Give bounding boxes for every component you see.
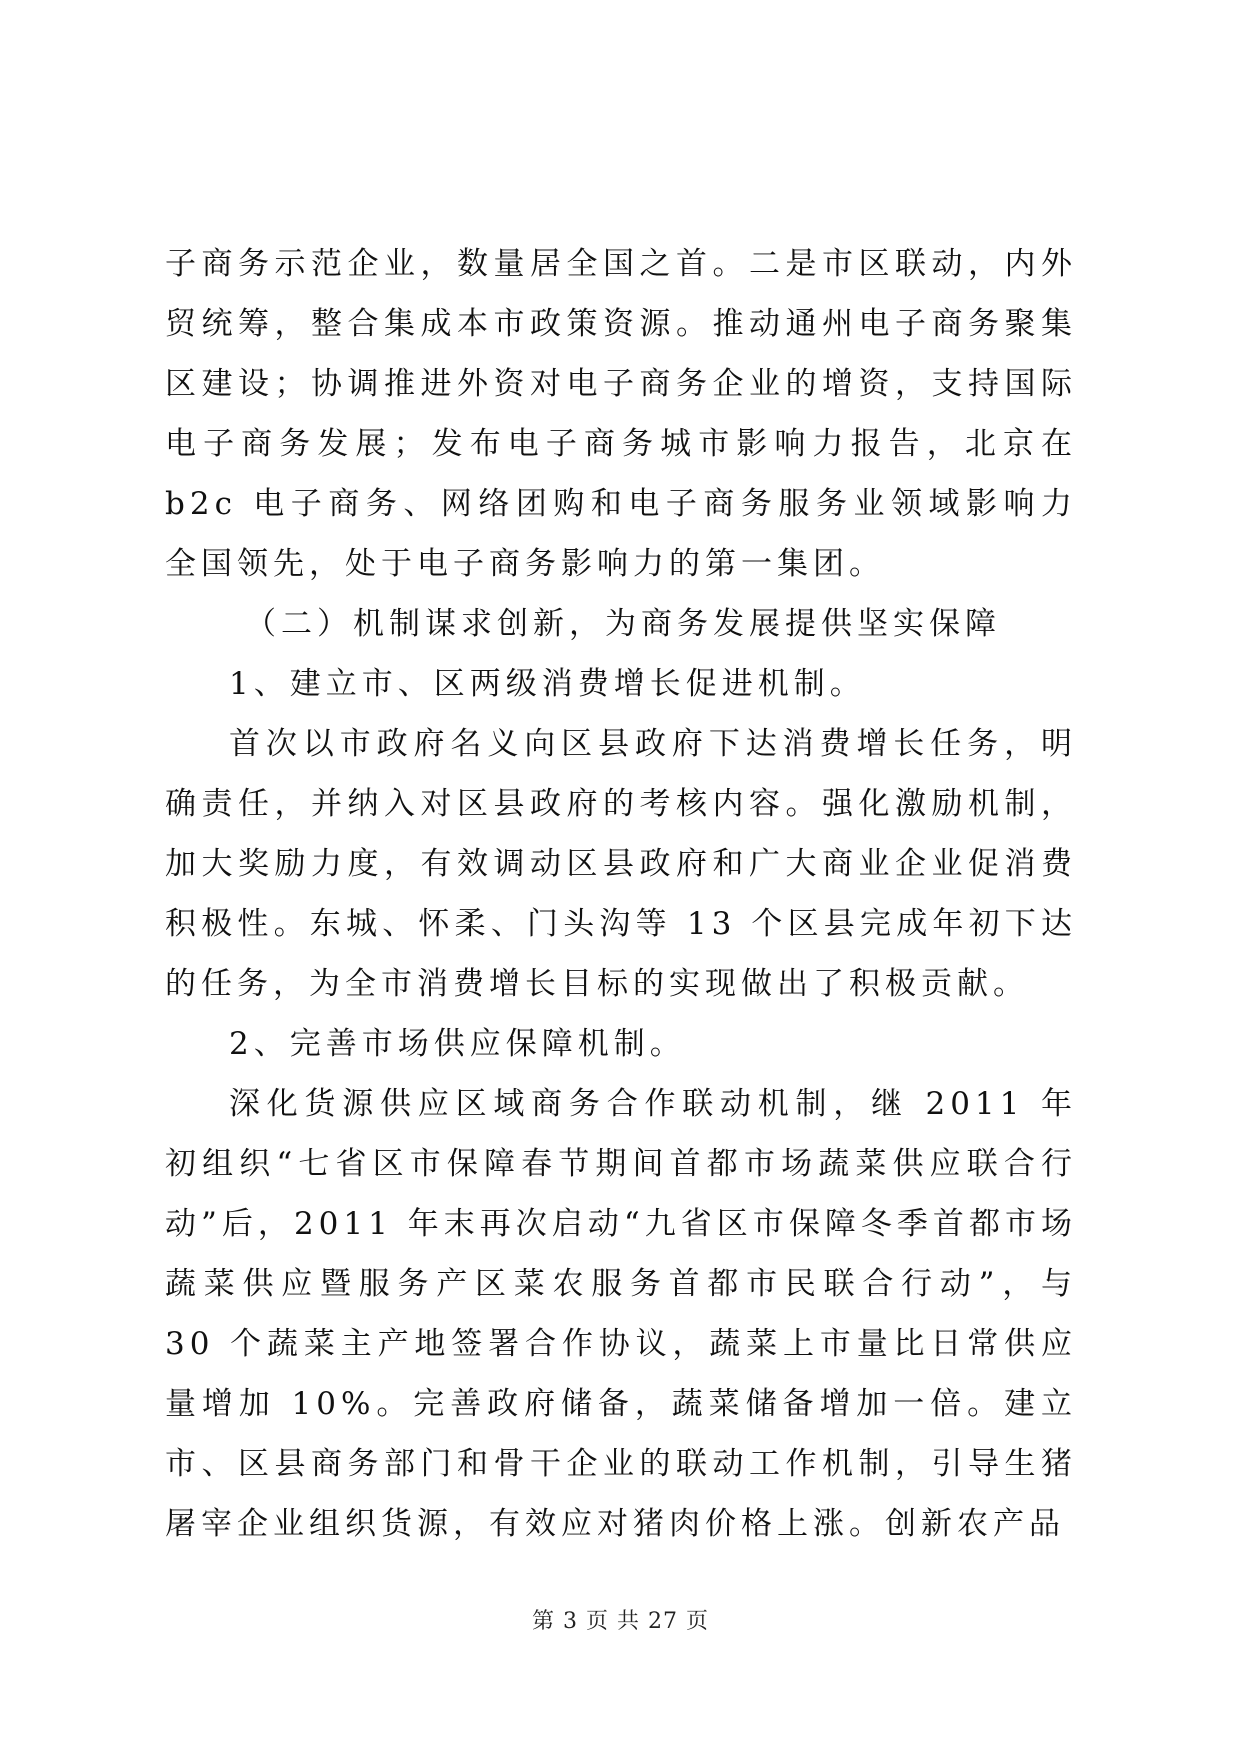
paragraph-supply: 深化货源供应区域商务合作联动机制，继 2011 年初组织“七省区市保障春节期间首都市场蔬菜供应联合行动”后，2011 年末再次启动“九省区市保障冬季首都市场蔬菜供应暨服务产区菜农服务首都市民联合行动”，与 30 个蔬菜主产地签署合作协议，蔬菜上市量比日常供应量增加 10%。完善政府储备，蔬菜储备增加一倍。建立市、区县商务部门和骨干企业的联动工作机制，引导生猪屠宰企业组织货源，有效应对猪肉价格上涨。创新农产品	[165, 1086, 1077, 1542]
section-heading: （二）机制谋求创新，为商务发展提供坚实保障	[245, 606, 1001, 642]
page-footer: 第 3 页 共 27 页	[532, 1609, 709, 1634]
subsection-heading-2: 2、完善市场供应保障机制。	[229, 1026, 686, 1062]
paragraph-consumption: 首次以市政府名义向区县政府下达消费增长任务，明确责任，并纳入对区县政府的考核内容。强化激励机制，加大奖励力度，有效调动区县政府和广大商业企业促消费积极性。东城、怀柔、门头沟等 13 个区县完成年初下达的任务，为全市消费增长目标的实现做出了积极贡献。	[165, 726, 1077, 1002]
subsection-heading-1: 1、建立市、区两级消费增长促进机制。	[229, 666, 866, 702]
document-body	[165, 234, 1077, 1554]
paragraph-continuation: 子商务示范企业，数量居全国之首。二是市区联动，内外贸统筹，整合集成本市政策资源。推动通州电子商务聚集区建设；协调推进外资对电子商务企业的增资，支持国际电子商务发展；发布电子商务城市影响力报告，北京在 b2c 电子商务、网络团购和电子商务服务业领域影响力全国领先，处于电子商务影响力的第一集团。	[165, 246, 1077, 582]
